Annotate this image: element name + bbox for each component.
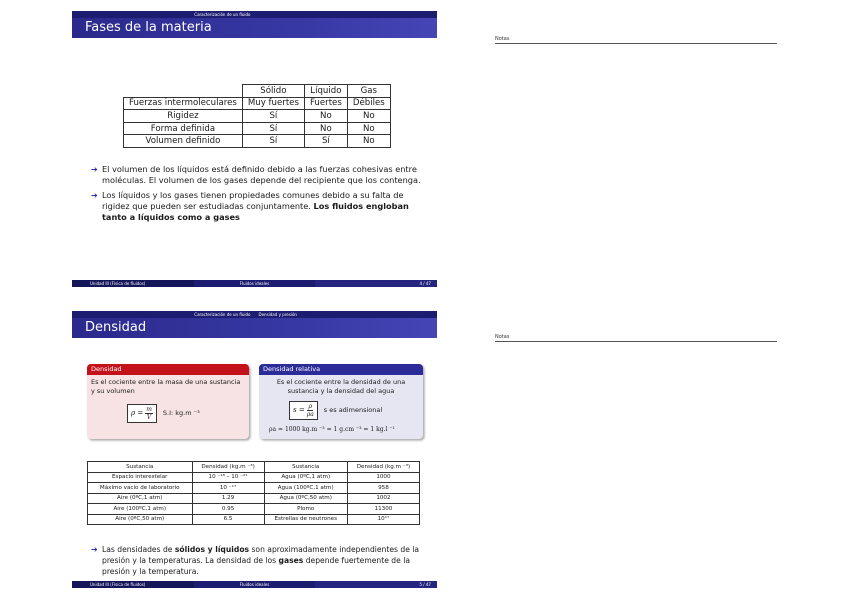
list-item: ➔ El volumen de los líquidos está definido debido a las fuerzas cohesivas entre moléculas. El volumen de los gases depende del recipiente que los contenga. — [91, 164, 421, 186]
relative-density-formula: s = $\frac{\rho}{\rho a}$ — [289, 401, 318, 420]
units-label: S.I: kg.m ⁻³ — [162, 409, 200, 417]
table-row: Fuerzas intermoleculares Muy fuertes Fuertes Débiles — [124, 97, 391, 110]
table-header-row — [124, 85, 391, 98]
notes-label: Notas — [495, 35, 777, 44]
dimensionless-note: s es adimensional — [323, 406, 383, 414]
block-title: Densidad — [87, 364, 249, 375]
section-label[interactable]: Caracterización de un fluido — [72, 11, 255, 18]
table-row: Máximo vacío de laboratorio 10 ⁻¹⁷ Agua (100ºC,1 atm) 958 — [88, 483, 420, 494]
header-cell: Sólido — [242, 85, 304, 98]
page-number: 5 / 47 — [315, 581, 437, 588]
footer-title: Fluidos ideales — [194, 581, 316, 588]
bullet-arrow-icon: ➔ — [91, 190, 98, 200]
bullet-list — [90, 544, 425, 580]
slide-densidad — [72, 311, 437, 588]
header-cell: Líquido — [304, 85, 347, 98]
bullet-arrow-icon: ➔ — [91, 545, 98, 554]
density-table — [87, 461, 420, 525]
section-label[interactable]: Caracterización de un fluido — [72, 311, 255, 318]
table-row: Aire (100ºC,1 atm) 0.95 Plomo 11300 — [88, 504, 420, 515]
phases-table — [123, 84, 391, 148]
header-cell: Gas — [347, 85, 390, 98]
table-row: Espacio interestelar 10 ⁻¹⁸ – 10 ⁻²¹ Agua (0ºC,1 atm) 1000 — [88, 472, 420, 483]
density-block — [87, 364, 249, 439]
footer-author: Unidad III (Física de fluidos) — [72, 280, 194, 287]
list-item: ➔ Las densidades de sólidos y líquidos son aproximadamente independientes de la presión y la temperaturas. La densidad de los gases depende fuertemente de la presión y la temperatura. — [91, 545, 420, 576]
slide-fases-de-la-materia — [72, 11, 437, 287]
slide-title: Densidad — [72, 318, 437, 338]
notes-label: Notas — [495, 333, 777, 342]
slide-footer — [72, 581, 437, 588]
slide-title: Fases de la materia — [72, 18, 437, 38]
block-title: Densidad relativa — [259, 364, 423, 375]
water-density: ρa = 1000 kg.m ⁻³ = 1 g.cm ⁻³ = 1 kg.l ⁻¹ — [269, 426, 395, 433]
footer-author: Unidad III (Física de fluidos) — [72, 581, 194, 588]
footer-title: Fluidos ideales — [194, 280, 316, 287]
table-row: Forma definida Sí No No — [124, 122, 391, 135]
list-item: ➔ Los líquidos y los gases tienen propiedades comunes debido a su falta de rigidez que pueden ser estudiadas conjuntamente. Los fluidos engloban tanto a líquidos como a gases — [91, 189, 409, 223]
table-row: Aire (0ºC,50 atm) 6.5 Estrellas de neutrones 10¹⁷ — [88, 514, 420, 525]
slide-footer — [72, 280, 437, 287]
density-formula: ρ = $\frac{m}{V}$ — [127, 404, 157, 423]
table-row: Rigidez Sí No No — [124, 110, 391, 123]
page-number: 4 / 47 — [315, 280, 437, 287]
bullet-arrow-icon: ➔ — [91, 165, 98, 174]
section-navigation-bar — [72, 311, 437, 318]
table-row: Volumen definido Sí Sí No — [124, 135, 391, 148]
block-text: Es el cociente entre la masa de una sustancia y su volumen — [91, 378, 241, 395]
table-row: Aire (0ºC,1 atm) 1.29 Agua (0ºC,50 atm) 1002 — [88, 493, 420, 504]
table-header-row: Sustancia Densidad (kg.m ⁻³) Sustancia Densidad (kg.m ⁻³) — [88, 462, 420, 473]
relative-density-block — [259, 364, 423, 439]
block-text: Es el cociente entre la densidad de una sustancia y la densidad del agua — [276, 378, 406, 395]
section-navigation-bar — [72, 11, 437, 18]
bullet-list — [90, 164, 425, 226]
subsection-label[interactable]: Densidad y presión — [255, 311, 438, 318]
